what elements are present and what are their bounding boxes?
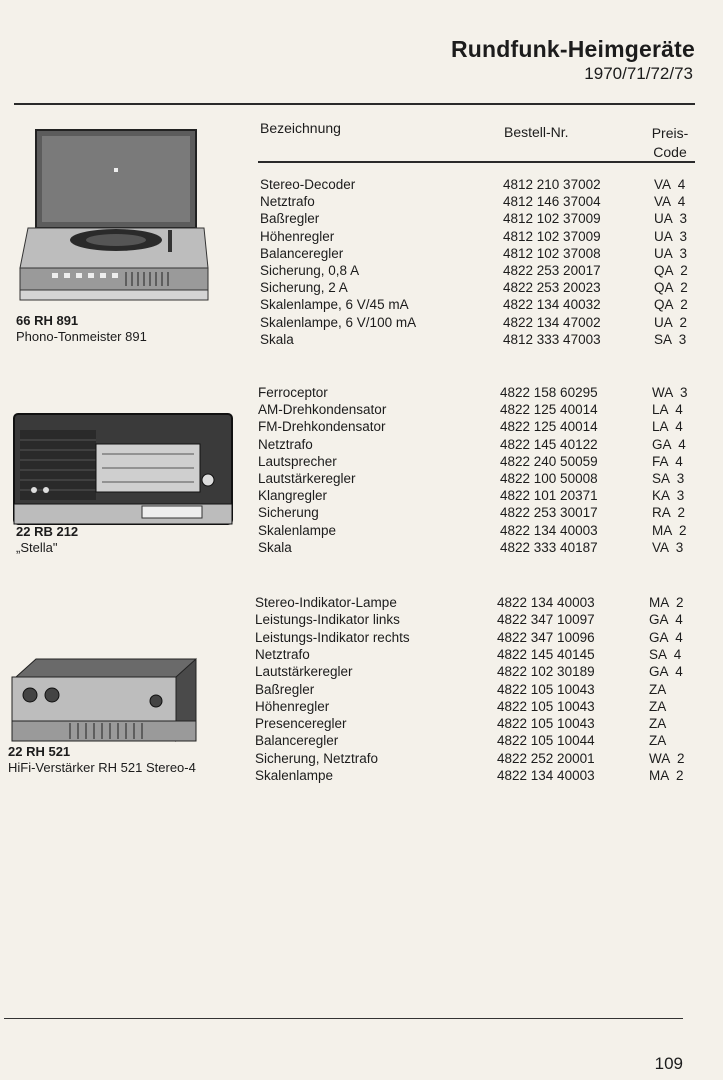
part-row — [0, 487, 723, 504]
part-row — [0, 193, 723, 210]
part-price-code: ZA — [649, 681, 667, 697]
part-row — [0, 539, 723, 556]
part-order-number: 4822 134 40003 — [497, 768, 595, 783]
part-row — [0, 262, 723, 279]
part-name: Balanceregler — [260, 245, 344, 261]
part-order-number: 4822 134 40032 — [503, 297, 601, 313]
part-name: Skalenlampe, 6 V/100 mA — [260, 314, 417, 330]
part-order-number: 4812 102 37009 — [503, 211, 601, 227]
price-header-line1: Preis- — [651, 125, 689, 141]
part-price-code: SA 3 — [652, 471, 685, 486]
part-name: Stereo-Indikator-Lampe — [255, 595, 397, 610]
part-name: Netztrafo — [258, 436, 313, 452]
part-row — [0, 228, 723, 245]
part-row — [0, 418, 723, 435]
part-row — [0, 401, 723, 418]
part-price-code: MA 2 — [649, 595, 684, 610]
part-name: Sicherung, 0,8 A — [260, 263, 360, 278]
part-name: Höhenregler — [260, 228, 335, 244]
part-price-code: GA 4 — [649, 612, 683, 628]
part-row — [0, 245, 723, 262]
part-name: Skala — [260, 331, 294, 347]
part-price-code: MA 2 — [649, 768, 684, 783]
part-order-number: 4822 134 47002 — [503, 314, 601, 330]
part-order-number: 4822 333 40187 — [500, 539, 598, 555]
part-price-code: MA 2 — [652, 522, 687, 538]
part-name: Skala — [258, 539, 292, 555]
part-name: Baßregler — [255, 681, 315, 697]
part-order-number: 4822 347 10096 — [497, 629, 595, 645]
part-price-code: LA 4 — [652, 402, 683, 418]
part-row — [0, 629, 723, 646]
part-row — [0, 522, 723, 539]
part-price-code: WA 2 — [649, 750, 685, 766]
part-name: FM-Drehkondensator — [258, 419, 386, 435]
part-name: Ferroceptor — [258, 385, 328, 400]
part-name: Sicherung — [258, 505, 319, 521]
part-price-code: VA 4 — [654, 177, 686, 192]
part-name: Stereo-Decoder — [260, 177, 356, 192]
column-header-order: Bestell-Nr. — [504, 124, 569, 140]
part-name: Sicherung, Netztrafo — [255, 750, 379, 766]
part-name: Netztrafo — [260, 194, 315, 210]
part-name: Baßregler — [260, 211, 320, 227]
part-price-code: UA 3 — [654, 211, 688, 227]
column-header-name: Bezeichnung — [260, 120, 341, 136]
part-price-code: QA 2 — [654, 263, 688, 278]
part-order-number: 4822 105 10043 — [497, 716, 595, 732]
model-number: 66 RH 891 — [16, 313, 79, 328]
part-price-code: VA 4 — [654, 194, 686, 210]
part-name: Höhenregler — [255, 698, 330, 714]
part-price-code: QA 2 — [654, 280, 688, 296]
model-name: Phono-Tonmeister 891 — [16, 329, 147, 344]
part-row — [0, 296, 723, 313]
part-name: Skalenlampe — [258, 522, 337, 538]
part-price-code: RA 2 — [652, 505, 686, 521]
part-order-number: 4812 102 37008 — [503, 245, 601, 261]
part-row — [0, 715, 723, 732]
part-row — [0, 436, 723, 453]
part-row — [0, 698, 723, 715]
part-price-code: ZA — [649, 733, 667, 749]
part-row — [0, 331, 723, 348]
part-price-code: ZA — [649, 698, 667, 714]
part-price-code: UA 2 — [654, 314, 688, 330]
part-row — [0, 384, 723, 401]
part-row — [0, 504, 723, 521]
part-order-number: 4822 125 40014 — [500, 419, 598, 435]
part-order-number: 4822 105 10043 — [497, 698, 595, 714]
part-name: Leistungs-Indikator links — [255, 612, 400, 628]
part-name: Lautstärkeregler — [255, 664, 353, 680]
part-order-number: 4822 253 20023 — [503, 280, 601, 296]
part-name: Skalenlampe, 6 V/45 mA — [260, 297, 409, 313]
part-name: Leistungs-Indikator rechts — [255, 629, 410, 645]
header-divider — [258, 161, 695, 163]
part-order-number: 4812 333 47003 — [503, 331, 601, 347]
page-number: 109 — [654, 1054, 683, 1073]
part-row — [0, 750, 723, 767]
part-order-number: 4812 146 37004 — [503, 194, 601, 210]
part-price-code: UA 3 — [654, 245, 688, 261]
part-price-code: UA 3 — [654, 228, 688, 244]
model-name: „Stella" — [16, 540, 58, 555]
part-price-code: GA 4 — [649, 664, 683, 680]
part-row — [0, 453, 723, 470]
model-number: 22 RH 521 — [8, 744, 71, 759]
price-header-line2: Code — [653, 144, 687, 160]
part-order-number: 4822 253 30017 — [500, 505, 598, 521]
part-row — [0, 646, 723, 663]
part-order-number: 4822 134 40003 — [500, 522, 598, 538]
part-order-number: 4822 158 60295 — [500, 385, 598, 400]
part-order-number: 4822 100 50008 — [500, 471, 598, 486]
part-order-number: 4822 253 20017 — [503, 263, 601, 278]
part-name: AM-Drehkondensator — [258, 402, 387, 418]
part-price-code: SA 3 — [654, 331, 687, 347]
part-price-code: ZA — [649, 716, 667, 732]
part-price-code: WA 3 — [652, 385, 688, 400]
bottom-divider — [4, 1018, 683, 1019]
part-row — [0, 210, 723, 227]
page-years: 1970/71/72/73 — [584, 64, 693, 83]
part-price-code: KA 3 — [652, 488, 685, 504]
part-name: Klangregler — [258, 488, 328, 504]
part-price-code: FA 4 — [652, 453, 683, 469]
part-row — [0, 314, 723, 331]
part-row — [0, 594, 723, 611]
part-row — [0, 767, 723, 784]
part-name: Balanceregler — [255, 733, 339, 749]
part-order-number: 4822 134 40003 — [497, 595, 595, 610]
part-row — [0, 279, 723, 296]
part-order-number: 4822 105 10043 — [497, 681, 595, 697]
part-row — [0, 176, 723, 193]
part-order-number: 4822 145 40122 — [500, 436, 598, 452]
part-row — [0, 681, 723, 698]
part-order-number: 4812 210 37002 — [503, 177, 601, 192]
part-order-number: 4822 145 40145 — [497, 646, 595, 662]
part-row — [0, 470, 723, 487]
model-number: 22 RB 212 — [16, 524, 79, 539]
part-name: Lautsprecher — [258, 453, 337, 469]
part-order-number: 4822 347 10097 — [497, 612, 595, 628]
model-name: HiFi-Verstärker RH 521 Stereo-4 — [8, 760, 196, 775]
part-order-number: 4822 252 20001 — [497, 750, 595, 766]
part-price-code: SA 4 — [649, 646, 682, 662]
part-name: Lautstärkeregler — [258, 471, 356, 486]
part-order-number: 4822 125 40014 — [500, 402, 598, 418]
part-order-number: 4812 102 37009 — [503, 228, 601, 244]
part-order-number: 4822 240 50059 — [500, 453, 598, 469]
part-name: Presenceregler — [255, 716, 347, 732]
part-order-number: 4822 105 10044 — [497, 733, 595, 749]
part-price-code: VA 3 — [652, 539, 684, 555]
part-price-code: QA 2 — [654, 297, 688, 313]
part-row — [0, 611, 723, 628]
part-order-number: 4822 101 20371 — [500, 488, 598, 504]
part-name: Sicherung, 2 A — [260, 280, 348, 296]
part-name: Skalenlampe — [255, 768, 334, 783]
part-price-code: GA 4 — [652, 436, 686, 452]
part-name: Netztrafo — [255, 646, 310, 662]
page-title: Rundfunk-Heimgeräte — [450, 36, 695, 62]
part-row — [0, 663, 723, 680]
top-divider — [14, 103, 695, 105]
part-order-number: 4822 102 30189 — [497, 664, 595, 680]
column-header-price — [650, 124, 690, 162]
part-price-code: LA 4 — [652, 419, 683, 435]
part-price-code: GA 4 — [649, 629, 683, 645]
part-row — [0, 732, 723, 749]
